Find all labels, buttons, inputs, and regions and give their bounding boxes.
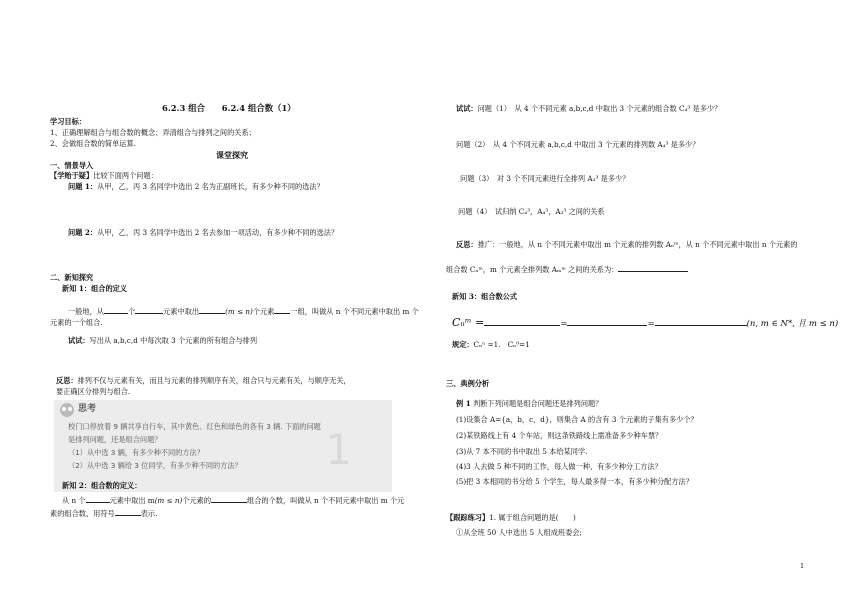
rule-line [452, 340, 530, 350]
example-item-2: (2)某铁路线上有 4 个车站，则这条铁路线上需准备多少种车票？ [456, 431, 663, 440]
right-reflect-label: 反思： [456, 240, 478, 249]
question-2 [68, 228, 338, 238]
right-try-problem-1 [456, 104, 721, 114]
track-option-1: ①从全班 50 人中选出 5 人组成班委会; [456, 528, 582, 537]
problem-3: 问题（3） 对 3 个不同元素进行全排列 A₃³ 是多少？ [460, 174, 630, 183]
question-1-label: 问题 1： [68, 182, 98, 191]
warmup-text: 比较下面两个问题： [93, 171, 158, 180]
count-text-d: 组合的个数，叫做从 n 个不同元素中取出 m 个元 [247, 496, 405, 505]
count-text-e: 素的组合数，用符号 [50, 509, 115, 518]
try-label: 试试： [68, 336, 90, 345]
question-2-label: 问题 2： [68, 228, 98, 237]
warmup-tag: 【学贻于疑】 [50, 171, 94, 180]
think-line-2: 是排列问题，还是组合问题？ [68, 435, 162, 444]
question-2-text: 从甲，乙，丙 3 名同学中选出 2 名去参加一项活动，有多少种不同的选法？ [97, 228, 339, 237]
blank[interactable] [567, 317, 647, 326]
formula-eq-1: = [560, 319, 568, 329]
example-label: 例 1 [456, 399, 471, 408]
section-1-heading: 一、情景导入 [50, 161, 94, 170]
formula-eq-2: = [647, 319, 655, 329]
rule-text: Cₙⁿ =1. Cₙ⁰=1 [473, 340, 530, 349]
blank[interactable] [199, 305, 225, 314]
example-item-5: (5)把 3 本相同的书分给 5 个学生，每人最多得一本，有多少种分配方法？ [456, 477, 693, 486]
think-image-box [54, 400, 392, 492]
blank[interactable] [86, 494, 110, 503]
reflect-label: 反思： [56, 376, 78, 385]
m-le-n-formula: (m ≤ n) [225, 307, 253, 316]
track-tag: 【跟踪练习】 [446, 513, 490, 522]
reflect-line2: 要正确区分排列与组合. [56, 387, 131, 396]
try-text: 写出从 a,b,c,d 中每次取 3 个元素的所有组合与排列 [89, 336, 258, 345]
class-heading: 课堂探究 [216, 150, 248, 160]
reflect-text-1: 排列不仅与元素有关，而且与元素的排列顺序有关，组合只与元素有关，与顺序无关， [77, 376, 351, 385]
new-knowledge-1: 新知 1：组合的定义 [62, 284, 128, 293]
owl-icon [60, 403, 74, 417]
problem-4: 问题（4） 试归纳 C₄³，A₄³，A₃³ 之间的关系 [458, 207, 605, 216]
goals-heading: 学习目标： [50, 117, 86, 126]
formula-condition: (n, m ∈ N*, 且 m ≤ n) [746, 319, 839, 329]
rule-label: 规定： [452, 340, 474, 349]
new-knowledge-3: 新知 3：组合数公式 [452, 292, 518, 301]
count-text-c: 个元素的 [182, 496, 212, 505]
watermark-number: 1 [325, 425, 352, 474]
section-2-heading: 二、新知探究 [50, 273, 94, 282]
reflect-line1 [56, 376, 351, 386]
count-text-b: 元素中取出 m [109, 496, 155, 505]
count-text-f: 表示. [140, 509, 158, 518]
blank[interactable] [618, 263, 688, 272]
section-3-heading: 三、典例分析 [446, 379, 490, 388]
combination-definition-line2: 元素的一个组合. [50, 318, 103, 327]
try-line [68, 336, 257, 346]
m-le-n-formula: (m ≤ n) [154, 496, 183, 505]
def-text-d: 个元素 [252, 307, 275, 316]
example-item-4: (4)3 人去做 5 种不同的工作，每人做一种，有多少种分工方法？ [456, 462, 662, 471]
blank[interactable] [484, 317, 560, 326]
example-intro-text: 判断下列问题是组合问题还是排列问题？ [473, 399, 603, 408]
blank[interactable] [211, 494, 247, 503]
problem-2: 问题（2） 从 4 个不同元素 a,b,c,d 中取出 3 个元素的排列数 A₄³ 是多少？ [456, 140, 700, 149]
problem-1-text: 问题（1） 从 4 个不同元素 a,b,c,d 中取出 3 个元素的组合数 C₄³ 是多少？ [477, 104, 722, 113]
def-text-e: 一组，叫做从 n 个不同元素中取出 m 个 [290, 307, 419, 316]
track-practice-line [446, 513, 576, 523]
def-text-b: 个 [127, 307, 136, 316]
blank[interactable] [655, 317, 747, 326]
page-title: 6.2.3 组合 6.2.4 组合数（1） [162, 103, 296, 113]
track-text: 1. 属于组合问题的是( ) [489, 513, 576, 522]
blank[interactable] [274, 305, 290, 314]
think-line-3: （1）从中选 3 辆，有多少种不同的方法？ [68, 448, 204, 457]
combination-formula-line [452, 316, 838, 331]
right-reflect-line2 [446, 263, 688, 275]
example-item-1: (1)设集合 A={a，b，c，d}，则集合 A 的含有 3 个元素的子集有多少个？ [456, 415, 698, 424]
warmup-line [50, 171, 158, 181]
new-knowledge-2: 新知 2：组合数的定义： [62, 481, 142, 490]
goal-1: 1、正确理解组合与组合数的概念；弄清组合与排列之间的关系； [50, 128, 256, 137]
blank[interactable] [135, 305, 163, 314]
right-reflect-line1 [456, 240, 798, 250]
page-number: 1 [800, 562, 805, 570]
formula-lhs: Cₙᵐ = [452, 316, 485, 329]
think-line-1: 校门口停放着 9 辆共享自行车，其中黄色、红色和绿色的各有 3 辆. 下面的问题 [68, 422, 321, 431]
example-1-intro [456, 399, 602, 409]
question-1-text: 从甲，乙，丙 3 名同学中选出 2 名为正副班长，有多少种不同的选法？ [97, 182, 324, 191]
right-try-label: 试试： [456, 104, 478, 113]
combination-definition-line1 [68, 305, 419, 317]
def-text-c: 元素中取出 [163, 307, 200, 316]
example-item-3: (3)从 7 本不同的书中取出 5 本给某同学. [456, 447, 588, 456]
def-text-a: 一般地，从 [68, 307, 104, 316]
think-line-4: （2）从中选 3 辆给 3 位同学，有多少种不同的方法？ [68, 461, 242, 470]
right-reflect-text-2: 组合数 Cₙᵐ，m 个元素全排列数 Aₘᵐ 之间的关系为： [446, 265, 619, 274]
goal-2: 2、会做组合数的简单运算. [50, 139, 136, 148]
combination-count-line1 [62, 494, 404, 506]
blank[interactable] [115, 507, 141, 516]
right-reflect-text-1: 推广：一般地，从 n 个不同元素中取出 m 个元素的排列数 Aₙᵐ，从 n 个不同元素中取出 n 个元素的 [477, 240, 798, 249]
count-text-a: 从 n 个 [62, 496, 86, 505]
blank[interactable] [104, 305, 128, 314]
question-1 [68, 182, 324, 192]
combination-count-line2 [50, 507, 157, 519]
think-heading: 思考 [78, 404, 97, 414]
